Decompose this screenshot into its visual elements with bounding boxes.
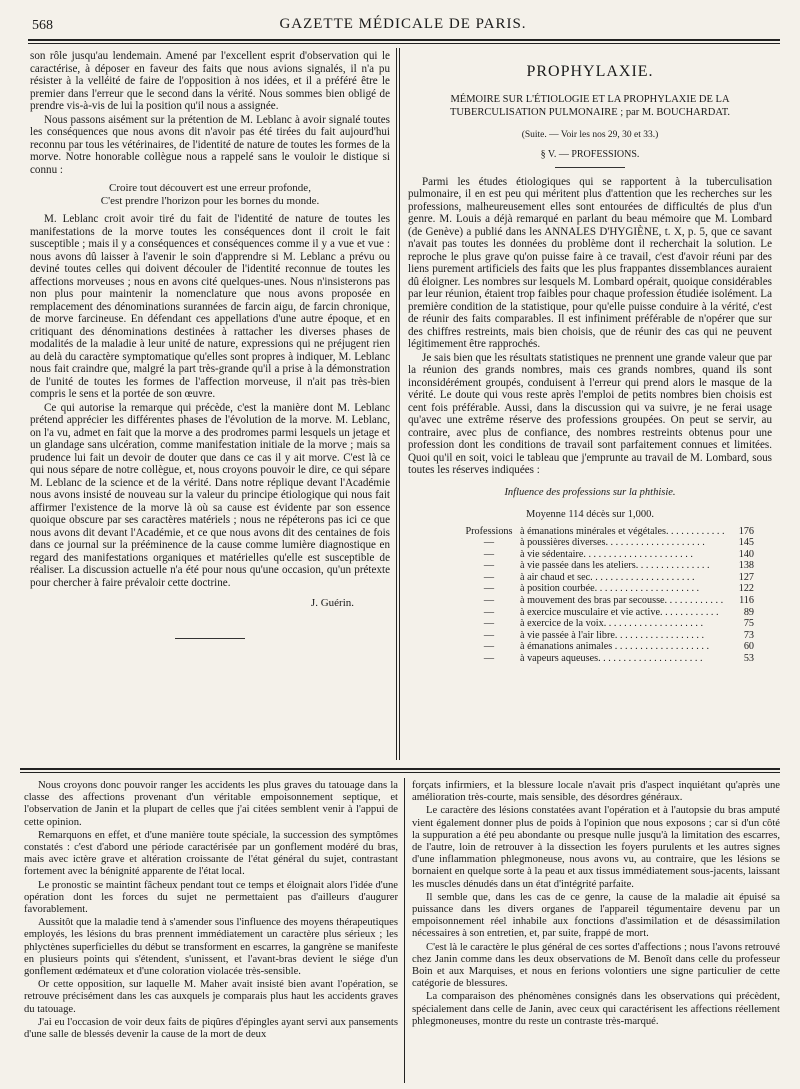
section-divider <box>20 768 780 770</box>
row-label: — <box>483 537 495 549</box>
row-value: 176 <box>738 525 754 537</box>
row-description: à émanations minérales et végétales. . . . . . . . . . . . <box>520 525 725 537</box>
row-description: à vie passée à l'air libre. . . . . . . . . . . . . . . . . . <box>520 629 705 641</box>
professions-table <box>458 526 754 665</box>
table-row <box>458 549 754 561</box>
page-number: 568 <box>32 18 53 33</box>
paragraph: J'ai eu l'occasion de voir deux faits de piqûres d'épingles ayant servi aux pansements d'une salle de blessés devenir la cause de la mort de deux <box>24 1016 398 1041</box>
row-description: à exercice musculaire et vie active. . . . . . . . . . . . <box>520 606 719 618</box>
paragraph: Parmi les études étiologiques qui se rapportent à la tuberculisation pulmonaire, il en est peu qui méritent plus d'attention que les recherches sur les professions, malheureusement elles sont entourées de difficultés de plus d'un genre. M. Louis a déjà remarqué en parlant du beau mémoire que M. Lombard (de Genève) a publié dans les ANNALES D'HYGIÈNE, t. X, p. 5, que ce savant n'avait pas toutes les données du problème dont il recherchait la solution. Le reproche le plus grave qu'on puisse faire à ce travail, c'est d'avoir réuni par des liens purement artificiels des faits que les plus frappantes dissemblances auraient dû éloigner. Les nombres sur lesquels M. Lombard opérait, quoique considérables par leur réunion, étaient trop faibles pour chaque profession étudiée isolément. La première condition de la statistique, pour qu'elle puisse conduire à la vérité, c'est de réunir des faits comparables. Il est infiniment préférable de n'opérer que sur des chiffres restreints, mais bien choisis, que de réunir des cas qui ne peuvent légitimement être rapprochés. <box>408 175 772 350</box>
row-label: — <box>483 560 495 572</box>
row-description: à position courbée. . . . . . . . . . . . . . . . . . . . . <box>520 583 700 595</box>
table-row <box>458 526 754 538</box>
quoted-verse <box>30 182 390 207</box>
row-description: à vie sédentaire. . . . . . . . . . . . . . . . . . . . . . <box>520 548 693 560</box>
table-row <box>458 618 754 630</box>
paragraph: Aussitôt que la maladie tend à s'amender sous l'influence des moyens thérapeutiques employés, les lésions du bras prennent immédiatement un caractère plus sérieux ; les phlyctènes superficielles du début se transforment en escarres, la gangrène se manifeste en plusieurs points qui s'étendent, s'unissent, et l'avant-bras devient le siége d'un gonflement œdémateux et d'une coloration violacée très-sensible. <box>24 917 398 978</box>
row-label: — <box>483 618 495 630</box>
table-row <box>458 607 754 619</box>
row-value: 116 <box>739 595 754 607</box>
paragraph: son rôle jusqu'au lendemain. Amené par l'excellent esprit d'observation qui le caractérise, à déposer en faveur des faits que nous avions signalés, il n'a pu résister à la velléité de faire de l'opposition à nos idées, et il a préféré être le premier dans l'erreur que le second dans la vérité. Nous sommes bien obligé de prendre vis-à-vis de lui la position qu'il nous a assignée. <box>30 50 390 112</box>
left-column <box>30 50 390 639</box>
bottom-right-column <box>412 780 780 1028</box>
table-row <box>458 653 754 665</box>
paragraph: Remarquons en effet, et d'une manière toute spéciale, la succession des symptômes constatés : c'est d'abord une période caractérisée par un gonflement modéré du bras, mais avec ictère grave et altération croissante de l'état général du sujet, contrastant fortement avec la bénignité apparente de l'état local. <box>24 829 398 878</box>
section-rule <box>555 167 625 168</box>
paragraph: M. Leblanc croit avoir tiré du fait de l'identité de nature de toutes les manifestations de la morve toutes les conséquences dont il croit le fait susceptible ; mais il y a conséquences et conséquences comme il y a vue et vue : nous avons dû laisser à l'avenir le soin d'apprendre si M. Leblanc a prévu ou deviné toutes celles qui doivent découler de l'identité reconnue de toutes les affections morveuses ; nous en avons cité quelques-unes. Nous n'insisterons pas non plus pour maintenir la nomenclature que nous avons proposée en remplacement des dénominations surannées de farcin aigu, de farcin chronique, de morve farcineuse. En défendant ces appellations d'une autre époque, et en critiquant des dénominations destinées à rattacher les diverses phases de modalités de la maladie à leur unité de nature, expressions qui ne préjugent rien au delà du caractère symptomatique qu'elles sont propres à indiquer, M. Leblanc nous fait craindre que, malgré la part très-grande qu'il a prise à la démonstration de l'unité de toutes les formes de l'affection morveuse, il n'ait pas très-bien compris le sens et la portée de son œuvre. <box>30 213 390 400</box>
paragraph: C'est là le caractère le plus général de ces sortes d'affections ; nous l'avons retrouvé chez Janin comme dans les deux observations de M. Benoît dans celle du professeur Boin et aux Marquises, et nous en ferions volontiers une signe particulier de cette catégorie de blessures. <box>412 941 780 990</box>
row-value: 75 <box>743 618 754 630</box>
table-row <box>458 572 754 584</box>
paragraph: Je sais bien que les résultats statistiques ne prennent une grande valeur que par la réunion des grands nombres, mais ces grands nombres, quand ils sont inconsidérément groupés, conduisent à l'erreur qui prend alors le masque de la vérité. Le doute qui vous reste après l'emploi de petits nombres bien choisis est cent fois préférable. Aussi, dans la discussion qui va suivre, je ne ferai usage qu'avec une extrême réserve des professions groupées. On peut se servir, au contraire, avec plus de confiance, des nombres restreints obtenus pour une profession dont les conditions de travail sont parfaitement connues et limitées. Quoi qu'il en soit, voici le tableau que j'emprunte au travail de M. Lombard, sous toutes les réserves indiquées : <box>408 351 772 476</box>
table-title: Influence des professions sur la phthisie. <box>504 486 676 498</box>
column-divider <box>399 48 400 760</box>
row-value: 60 <box>743 641 754 653</box>
row-value: 140 <box>738 548 754 560</box>
section-heading: § V. — PROFESSIONS. <box>540 149 640 160</box>
row-value: 138 <box>738 560 754 572</box>
paragraph: Il semble que, dans les cas de ce genre, la cause de la maladie ait épuisé sa puissance dans les divers organes de l'appareil tégumentaire devenu par un empoisonnement réel inhabile aux fonctions d'assimilation et de désassimilation nécessaires à son entretien, et, par suite, frappé de mort. <box>412 891 780 940</box>
row-label: — <box>483 606 495 618</box>
paragraph: Nous passons aisément sur la prétention de M. Leblanc à avoir signalé toutes les conséquences que nous avons dit n'avoir pas été tirées du fait aujourd'hui reconnu par tous les vétérinaires, de l'identité de nature de toutes les formes de la morve. Notre honorable collègue nous a rappelé sans le vouloir le distique si connu : <box>30 113 390 176</box>
table-row <box>458 560 754 572</box>
right-column <box>408 58 772 665</box>
row-label: — <box>483 595 495 607</box>
continuation-note: (Suite. — Voir les nos 29, 30 et 33.) <box>521 129 659 140</box>
bottom-left-column <box>24 780 398 1041</box>
column-divider <box>404 778 405 1083</box>
row-description: à air chaud et sec. . . . . . . . . . . . . . . . . . . . . <box>520 571 695 583</box>
table-row <box>458 537 754 549</box>
column-divider <box>396 48 397 760</box>
row-description: à vie passée dans les ateliers. . . . . . . . . . . . . . . <box>520 560 710 572</box>
table-row <box>458 641 754 653</box>
row-label: — <box>483 641 495 653</box>
table-subtitle: Moyenne 114 décès sur 1,000. <box>526 509 654 520</box>
row-description: à vapeurs aqueuses. . . . . . . . . . . . . . . . . . . . . <box>520 653 703 665</box>
row-description: à exercice de la voix. . . . . . . . . . . . . . . . . . . . <box>520 618 704 630</box>
paragraph: Nous croyons donc pouvoir ranger les accidents les plus graves du tatouage dans la classe des affections provenant d'un véritable empoisonnement septique, et l'observation de Janin et la plupart de celles que j'ai citées semblent venir à l'appui de cette opinion. <box>24 780 398 828</box>
table-row <box>458 595 754 607</box>
row-value: 122 <box>738 583 754 595</box>
table-row <box>458 583 754 595</box>
section-divider-thin <box>20 772 780 773</box>
verse-line: C'est prendre l'horizon pour les bornes du monde. <box>100 194 320 207</box>
row-label: — <box>483 653 495 665</box>
memoir-title: MÉMOIRE SUR L'ÉTIOLOGIE ET LA PROPHYLAXIE DE LA TUBERCULISATION PULMONAIRE ; par M. BOUCHARDAT. <box>449 93 731 118</box>
paragraph: forçats infirmiers, et la blessure locale n'avait pris d'aspect inquiétant qu'après une amélioration très-courte, mais sensible, des désordres généraux. <box>412 780 780 804</box>
row-value: 89 <box>743 606 754 618</box>
row-label: — <box>483 583 495 595</box>
row-value: 127 <box>738 571 754 583</box>
row-description: à poussières diverses. . . . . . . . . . . . . . . . . . . . <box>520 537 705 549</box>
paragraph: Or cette opposition, sur laquelle M. Maher avait insisté bien avant l'opération, se retrouve précisément dans les cas auxquels je comparais plus haut les accidents graves du tatouage. <box>24 979 398 1015</box>
end-rule <box>175 638 245 639</box>
row-value: 53 <box>743 653 754 665</box>
author-signature: J. Guérin. <box>310 597 354 609</box>
header-rule-thin <box>28 43 780 44</box>
row-label: — <box>483 629 495 641</box>
verse-line: Croire tout découvert est une erreur profonde, <box>109 182 311 194</box>
paragraph: Ce qui autorise la remarque qui précède, c'est la manière dont M. Leblanc prétend apprécier les différentes phases de l'évolution de la morve. M. Leblanc, on l'a vu, admet en fait que la morve a des prodromes parmi lesquels un jetage et un glandage sans ulcération, comme manifestation initiale de la morve ; mais sa prudence lui fait un devoir de douter que dans ce cas il y ait morve. C'est là ce qui nous sépare de notre collègue, et, nous croyons pouvoir le dire, ce qui sépare M. Leblanc de la science et de la vérité. Dans notre réplique devant l'Académie nous avons insisté de nouveau sur la valeur du principe étiologique qui nous fait affirmer l'existence de la morve là où sa cause est évidente par son essence quoique obscure par ses caractères matériels ; nous ne répéterons pas ici ce que nous avons dit devant l'Académie, et ce que nous avons dit des centaines de fois dans ce journal sur la prééminence de la cause comme lumière diagnostique en regard des manifestations organiques et matérielles qu'elle est susceptible de réaliser. La discussion actuelle n'a été pour nous qu'une occasion, qu'un prétexte pour chercher à faire prévaloir cette doctrine. <box>30 401 390 589</box>
row-label: — <box>483 548 495 560</box>
row-description: à émanations animales . . . . . . . . . . . . . . . . . . . <box>520 641 710 653</box>
paragraph: Le pronostic se maintint fâcheux pendant tout ce temps et éloignait alors l'idée d'une opération dont les forces du sujet ne permettaient pas d'ailleurs d'augurer favorablement. <box>24 879 398 916</box>
row-description: à mouvement des bras par secousse. . . . . . . . . . . . <box>520 595 724 607</box>
row-value: 145 <box>738 537 754 549</box>
table-row <box>458 630 754 642</box>
paragraph: La comparaison des phénomènes consignés dans les observations qui précèdent, spécialement dans celle de Janin, avec ceux qui caractérisent les affections réellement phlegmoneuses, montre du reste un contraste très-marqué. <box>412 991 780 1027</box>
header-rule <box>28 39 780 41</box>
row-label: — <box>483 571 495 583</box>
row-value: 73 <box>743 629 754 641</box>
journal-title: GAZETTE MÉDICALE DE PARIS. <box>279 16 527 32</box>
paragraph: Le caractère des lésions constatées avant l'opération et à l'autopsie du bras amputé vient également donner plus de poids à l'opinion que nous exposons ; car si d'un côté la suppuration a été peu abondante ou presque nulle jusqu'à la limitation des escarres, de l'autre, loin de retrouver à la dissection les foyers purulents et les autres signes d'une inflammation phlegmoneuse, nous avons vu, au contraire, que les lésions se bornaient en quelque sorte à la peau et aux tissus immédiatement sous-jacents, laissant les muscles dénudés dans un état d'intégrité parfaite. <box>412 805 780 890</box>
row-label: Professions <box>465 525 513 537</box>
section-title: PROPHYLAXIE. <box>526 63 654 80</box>
